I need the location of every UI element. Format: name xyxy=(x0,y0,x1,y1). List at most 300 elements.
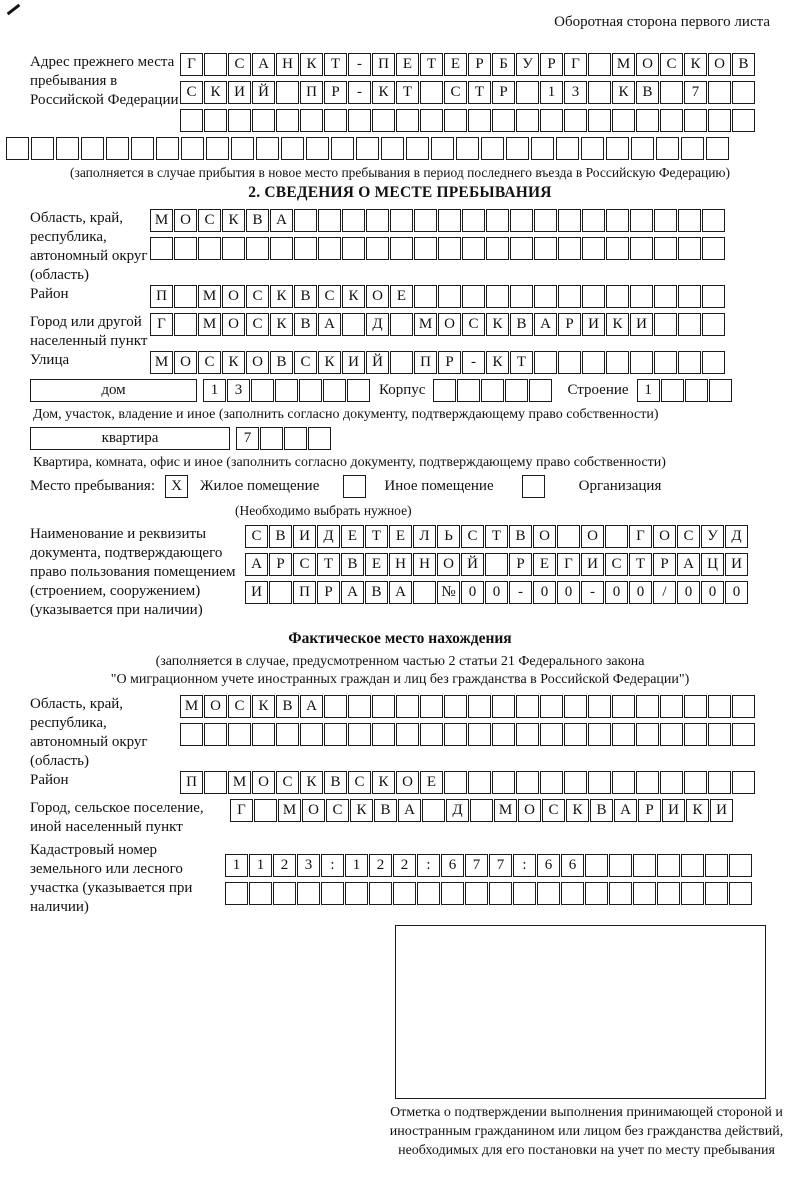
char-cell[interactable]: О xyxy=(437,553,460,576)
char-cell[interactable]: О xyxy=(533,525,556,548)
char-cell[interactable]: 0 xyxy=(605,581,628,604)
char-cell[interactable] xyxy=(681,882,704,905)
char-cell[interactable] xyxy=(438,209,461,232)
char-cell[interactable] xyxy=(204,109,227,132)
char-cell[interactable]: О xyxy=(636,53,659,76)
char-cell[interactable]: Р xyxy=(324,81,347,104)
char-cell[interactable] xyxy=(561,882,584,905)
char-cell[interactable]: М xyxy=(180,695,203,718)
char-cell[interactable]: К xyxy=(686,799,709,822)
char-cell[interactable]: С xyxy=(276,771,299,794)
char-cell[interactable] xyxy=(656,137,679,160)
char-cell[interactable]: И xyxy=(342,351,365,374)
char-cell[interactable] xyxy=(294,209,317,232)
char-cell[interactable] xyxy=(636,771,659,794)
char-cell[interactable] xyxy=(606,351,629,374)
char-cell[interactable]: Р xyxy=(468,53,491,76)
char-cell[interactable]: К xyxy=(300,771,323,794)
char-cell[interactable] xyxy=(180,109,203,132)
char-cell[interactable] xyxy=(516,81,539,104)
char-cell[interactable] xyxy=(431,137,454,160)
char-cell[interactable] xyxy=(537,882,560,905)
char-cell[interactable] xyxy=(206,137,229,160)
char-cell[interactable]: Е xyxy=(390,285,413,308)
char-cell[interactable] xyxy=(660,81,683,104)
char-cell[interactable] xyxy=(457,379,480,402)
char-cell[interactable] xyxy=(558,285,581,308)
char-cell[interactable]: О xyxy=(396,771,419,794)
char-cell[interactable]: О xyxy=(581,525,604,548)
char-cell[interactable] xyxy=(306,137,329,160)
char-cell[interactable] xyxy=(348,109,371,132)
char-cell[interactable] xyxy=(540,109,563,132)
organization-checkbox[interactable] xyxy=(522,475,545,498)
char-cell[interactable] xyxy=(342,209,365,232)
char-cell[interactable] xyxy=(702,351,725,374)
char-cell[interactable] xyxy=(462,285,485,308)
char-cell[interactable]: - xyxy=(462,351,485,374)
char-cell[interactable] xyxy=(433,379,456,402)
char-cell[interactable] xyxy=(281,137,304,160)
char-cell[interactable]: 1 xyxy=(345,854,368,877)
char-cell[interactable] xyxy=(56,137,79,160)
char-cell[interactable] xyxy=(297,882,320,905)
char-cell[interactable]: С xyxy=(246,313,269,336)
char-cell[interactable] xyxy=(342,237,365,260)
char-cell[interactable] xyxy=(156,137,179,160)
char-cell[interactable] xyxy=(510,237,533,260)
char-cell[interactable] xyxy=(732,109,755,132)
char-cell[interactable]: К xyxy=(204,81,227,104)
char-cell[interactable]: А xyxy=(270,209,293,232)
char-cell[interactable]: К xyxy=(566,799,589,822)
char-cell[interactable] xyxy=(420,695,443,718)
char-cell[interactable]: А xyxy=(252,53,275,76)
char-cell[interactable]: Е xyxy=(341,525,364,548)
char-cell[interactable]: Т xyxy=(324,53,347,76)
char-cell[interactable]: К xyxy=(342,285,365,308)
char-cell[interactable] xyxy=(468,771,491,794)
char-cell[interactable] xyxy=(106,137,129,160)
char-cell[interactable] xyxy=(347,379,370,402)
char-cell[interactable]: У xyxy=(701,525,724,548)
char-cell[interactable] xyxy=(275,379,298,402)
char-cell[interactable] xyxy=(381,137,404,160)
char-cell[interactable] xyxy=(732,771,755,794)
char-cell[interactable] xyxy=(251,379,274,402)
char-cell[interactable]: 0 xyxy=(557,581,580,604)
char-cell[interactable]: Т xyxy=(317,553,340,576)
char-cell[interactable]: - xyxy=(509,581,532,604)
char-cell[interactable] xyxy=(732,81,755,104)
char-cell[interactable]: К xyxy=(486,351,509,374)
char-cell[interactable]: В xyxy=(270,351,293,374)
char-cell[interactable] xyxy=(228,723,251,746)
char-cell[interactable]: Р xyxy=(653,553,676,576)
char-cell[interactable]: 0 xyxy=(701,581,724,604)
char-cell[interactable]: Г xyxy=(230,799,253,822)
char-cell[interactable]: С xyxy=(444,81,467,104)
char-cell[interactable]: С xyxy=(246,285,269,308)
char-cell[interactable] xyxy=(612,771,635,794)
char-cell[interactable] xyxy=(581,137,604,160)
char-cell[interactable] xyxy=(705,854,728,877)
char-cell[interactable]: Т xyxy=(629,553,652,576)
char-cell[interactable] xyxy=(174,237,197,260)
char-cell[interactable]: О xyxy=(174,209,197,232)
char-cell[interactable] xyxy=(222,237,245,260)
char-cell[interactable]: Т xyxy=(485,525,508,548)
char-cell[interactable] xyxy=(654,237,677,260)
char-cell[interactable] xyxy=(630,209,653,232)
char-cell[interactable]: А xyxy=(341,581,364,604)
char-cell[interactable]: П xyxy=(180,771,203,794)
char-cell[interactable]: П xyxy=(150,285,173,308)
char-cell[interactable] xyxy=(252,109,275,132)
char-cell[interactable] xyxy=(636,109,659,132)
char-cell[interactable] xyxy=(702,209,725,232)
char-cell[interactable] xyxy=(564,723,587,746)
char-cell[interactable]: С xyxy=(462,313,485,336)
char-cell[interactable]: М xyxy=(228,771,251,794)
char-cell[interactable]: И xyxy=(293,525,316,548)
char-cell[interactable]: В xyxy=(294,285,317,308)
char-cell[interactable]: № xyxy=(437,581,460,604)
char-cell[interactable]: Й xyxy=(366,351,389,374)
char-cell[interactable] xyxy=(372,695,395,718)
char-cell[interactable]: В xyxy=(365,581,388,604)
char-cell[interactable]: О xyxy=(302,799,325,822)
char-cell[interactable]: С xyxy=(605,553,628,576)
char-cell[interactable]: И xyxy=(581,553,604,576)
char-cell[interactable] xyxy=(556,137,579,160)
char-cell[interactable] xyxy=(492,771,515,794)
char-cell[interactable]: С xyxy=(542,799,565,822)
char-cell[interactable]: Ц xyxy=(701,553,724,576)
char-cell[interactable]: А xyxy=(398,799,421,822)
char-cell[interactable]: Г xyxy=(564,53,587,76)
char-cell[interactable]: С xyxy=(228,695,251,718)
char-cell[interactable] xyxy=(231,137,254,160)
char-cell[interactable] xyxy=(678,285,701,308)
char-cell[interactable] xyxy=(468,723,491,746)
char-cell[interactable] xyxy=(228,109,251,132)
char-cell[interactable] xyxy=(444,771,467,794)
char-cell[interactable] xyxy=(492,109,515,132)
char-cell[interactable]: К xyxy=(372,81,395,104)
char-cell[interactable]: О xyxy=(708,53,731,76)
char-cell[interactable]: С xyxy=(294,351,317,374)
char-cell[interactable]: : xyxy=(321,854,344,877)
char-cell[interactable]: / xyxy=(653,581,676,604)
char-cell[interactable] xyxy=(606,237,629,260)
char-cell[interactable] xyxy=(708,723,731,746)
char-cell[interactable] xyxy=(324,695,347,718)
char-cell[interactable]: 1 xyxy=(249,854,272,877)
char-cell[interactable] xyxy=(633,882,656,905)
char-cell[interactable]: 0 xyxy=(461,581,484,604)
char-cell[interactable] xyxy=(150,237,173,260)
char-cell[interactable]: Р xyxy=(638,799,661,822)
char-cell[interactable] xyxy=(492,723,515,746)
char-cell[interactable]: П xyxy=(300,81,323,104)
char-cell[interactable]: 6 xyxy=(537,854,560,877)
char-cell[interactable]: 1 xyxy=(203,379,226,402)
char-cell[interactable] xyxy=(630,285,653,308)
residential-checkbox[interactable]: X xyxy=(165,475,188,498)
char-cell[interactable] xyxy=(636,695,659,718)
char-cell[interactable]: Н xyxy=(389,553,412,576)
char-cell[interactable] xyxy=(657,882,680,905)
char-cell[interactable] xyxy=(557,525,580,548)
char-cell[interactable] xyxy=(481,137,504,160)
char-cell[interactable] xyxy=(225,882,248,905)
char-cell[interactable]: М xyxy=(150,209,173,232)
char-cell[interactable] xyxy=(612,695,635,718)
char-cell[interactable] xyxy=(181,137,204,160)
char-cell[interactable]: К xyxy=(222,351,245,374)
char-cell[interactable] xyxy=(249,882,272,905)
char-cell[interactable] xyxy=(372,109,395,132)
char-cell[interactable] xyxy=(276,109,299,132)
char-cell[interactable] xyxy=(606,285,629,308)
char-cell[interactable]: С xyxy=(228,53,251,76)
char-cell[interactable]: Е xyxy=(533,553,556,576)
char-cell[interactable]: А xyxy=(318,313,341,336)
char-cell[interactable]: К xyxy=(270,285,293,308)
char-cell[interactable] xyxy=(558,209,581,232)
char-cell[interactable] xyxy=(729,854,752,877)
char-cell[interactable] xyxy=(558,351,581,374)
char-cell[interactable] xyxy=(588,723,611,746)
char-cell[interactable]: 3 xyxy=(564,81,587,104)
char-cell[interactable]: С xyxy=(326,799,349,822)
char-cell[interactable]: С xyxy=(348,771,371,794)
char-cell[interactable]: С xyxy=(677,525,700,548)
char-cell[interactable]: 7 xyxy=(465,854,488,877)
char-cell[interactable]: М xyxy=(198,285,221,308)
char-cell[interactable] xyxy=(630,351,653,374)
char-cell[interactable] xyxy=(414,285,437,308)
char-cell[interactable] xyxy=(534,351,557,374)
char-cell[interactable] xyxy=(324,109,347,132)
char-cell[interactable]: Р xyxy=(540,53,563,76)
char-cell[interactable] xyxy=(534,285,557,308)
char-cell[interactable] xyxy=(81,137,104,160)
char-cell[interactable] xyxy=(729,882,752,905)
char-cell[interactable] xyxy=(510,285,533,308)
char-cell[interactable]: К xyxy=(372,771,395,794)
char-cell[interactable]: 1 xyxy=(637,379,660,402)
char-cell[interactable] xyxy=(540,723,563,746)
char-cell[interactable] xyxy=(31,137,54,160)
char-cell[interactable]: К xyxy=(252,695,275,718)
char-cell[interactable] xyxy=(345,882,368,905)
char-cell[interactable] xyxy=(588,695,611,718)
char-cell[interactable] xyxy=(331,137,354,160)
char-cell[interactable] xyxy=(417,882,440,905)
char-cell[interactable]: Б xyxy=(492,53,515,76)
char-cell[interactable] xyxy=(462,237,485,260)
char-cell[interactable]: Р xyxy=(509,553,532,576)
char-cell[interactable]: О xyxy=(246,351,269,374)
char-cell[interactable] xyxy=(348,723,371,746)
char-cell[interactable] xyxy=(294,237,317,260)
char-cell[interactable]: 2 xyxy=(273,854,296,877)
char-cell[interactable]: С xyxy=(318,285,341,308)
char-cell[interactable] xyxy=(462,209,485,232)
char-cell[interactable] xyxy=(414,209,437,232)
char-cell[interactable] xyxy=(702,237,725,260)
char-cell[interactable]: В xyxy=(341,553,364,576)
char-cell[interactable]: О xyxy=(222,285,245,308)
char-cell[interactable]: - xyxy=(348,53,371,76)
char-cell[interactable] xyxy=(531,137,554,160)
char-cell[interactable] xyxy=(708,81,731,104)
char-cell[interactable]: Д xyxy=(725,525,748,548)
char-cell[interactable] xyxy=(465,882,488,905)
char-cell[interactable] xyxy=(660,771,683,794)
char-cell[interactable] xyxy=(588,771,611,794)
char-cell[interactable] xyxy=(612,109,635,132)
char-cell[interactable]: 0 xyxy=(629,581,652,604)
char-cell[interactable] xyxy=(516,723,539,746)
char-cell[interactable] xyxy=(654,285,677,308)
char-cell[interactable]: 1 xyxy=(225,854,248,877)
char-cell[interactable]: К xyxy=(222,209,245,232)
char-cell[interactable] xyxy=(582,285,605,308)
char-cell[interactable] xyxy=(702,285,725,308)
char-cell[interactable]: С xyxy=(293,553,316,576)
char-cell[interactable] xyxy=(660,723,683,746)
char-cell[interactable]: С xyxy=(198,351,221,374)
char-cell[interactable]: О xyxy=(252,771,275,794)
char-cell[interactable] xyxy=(269,581,292,604)
char-cell[interactable]: 3 xyxy=(227,379,250,402)
char-cell[interactable] xyxy=(321,882,344,905)
char-cell[interactable]: И xyxy=(228,81,251,104)
char-cell[interactable] xyxy=(356,137,379,160)
char-cell[interactable] xyxy=(636,723,659,746)
char-cell[interactable] xyxy=(585,882,608,905)
char-cell[interactable]: : xyxy=(513,854,536,877)
char-cell[interactable]: Т xyxy=(420,53,443,76)
char-cell[interactable]: О xyxy=(518,799,541,822)
char-cell[interactable] xyxy=(684,723,707,746)
char-cell[interactable]: 7 xyxy=(684,81,707,104)
char-cell[interactable] xyxy=(470,799,493,822)
char-cell[interactable]: Д xyxy=(317,525,340,548)
char-cell[interactable] xyxy=(300,723,323,746)
char-cell[interactable]: Е xyxy=(420,771,443,794)
char-cell[interactable] xyxy=(516,771,539,794)
char-cell[interactable] xyxy=(366,237,389,260)
char-cell[interactable] xyxy=(678,351,701,374)
char-cell[interactable] xyxy=(709,379,732,402)
char-cell[interactable] xyxy=(702,313,725,336)
char-cell[interactable] xyxy=(256,137,279,160)
char-cell[interactable] xyxy=(633,854,656,877)
char-cell[interactable]: 0 xyxy=(485,581,508,604)
char-cell[interactable] xyxy=(174,285,197,308)
char-cell[interactable] xyxy=(564,695,587,718)
char-cell[interactable] xyxy=(204,723,227,746)
char-cell[interactable] xyxy=(492,695,515,718)
char-cell[interactable]: К xyxy=(350,799,373,822)
char-cell[interactable]: 0 xyxy=(725,581,748,604)
char-cell[interactable]: Д xyxy=(446,799,469,822)
char-cell[interactable]: 0 xyxy=(677,581,700,604)
char-cell[interactable] xyxy=(420,723,443,746)
char-cell[interactable]: В xyxy=(374,799,397,822)
char-cell[interactable] xyxy=(513,882,536,905)
char-cell[interactable]: - xyxy=(581,581,604,604)
char-cell[interactable] xyxy=(510,209,533,232)
char-cell[interactable]: К xyxy=(300,53,323,76)
char-cell[interactable]: Ь xyxy=(437,525,460,548)
char-cell[interactable]: А xyxy=(534,313,557,336)
char-cell[interactable] xyxy=(582,351,605,374)
char-cell[interactable] xyxy=(318,209,341,232)
char-cell[interactable] xyxy=(605,525,628,548)
char-cell[interactable]: Г xyxy=(557,553,580,576)
char-cell[interactable] xyxy=(390,237,413,260)
char-cell[interactable]: Т xyxy=(396,81,419,104)
char-cell[interactable] xyxy=(390,313,413,336)
char-cell[interactable] xyxy=(486,209,509,232)
char-cell[interactable] xyxy=(585,854,608,877)
char-cell[interactable] xyxy=(366,209,389,232)
char-cell[interactable]: С xyxy=(660,53,683,76)
char-cell[interactable] xyxy=(678,209,701,232)
char-cell[interactable]: С xyxy=(245,525,268,548)
char-cell[interactable] xyxy=(300,109,323,132)
char-cell[interactable]: А xyxy=(614,799,637,822)
char-cell[interactable]: 6 xyxy=(441,854,464,877)
char-cell[interactable]: К xyxy=(684,53,707,76)
char-cell[interactable] xyxy=(506,137,529,160)
char-cell[interactable]: Л xyxy=(413,525,436,548)
char-cell[interactable] xyxy=(489,882,512,905)
char-cell[interactable] xyxy=(372,723,395,746)
char-cell[interactable] xyxy=(684,771,707,794)
char-cell[interactable] xyxy=(456,137,479,160)
char-cell[interactable]: Д xyxy=(366,313,389,336)
other-premises-checkbox[interactable] xyxy=(343,475,366,498)
char-cell[interactable] xyxy=(684,695,707,718)
char-cell[interactable] xyxy=(413,581,436,604)
char-cell[interactable]: П xyxy=(293,581,316,604)
char-cell[interactable]: Р xyxy=(492,81,515,104)
char-cell[interactable]: А xyxy=(300,695,323,718)
char-cell[interactable] xyxy=(369,882,392,905)
char-cell[interactable] xyxy=(348,695,371,718)
char-cell[interactable] xyxy=(540,771,563,794)
char-cell[interactable]: О xyxy=(653,525,676,548)
char-cell[interactable]: В xyxy=(276,695,299,718)
char-cell[interactable]: И xyxy=(725,553,748,576)
char-cell[interactable] xyxy=(505,379,528,402)
char-cell[interactable] xyxy=(606,137,629,160)
char-cell[interactable] xyxy=(174,313,197,336)
char-cell[interactable] xyxy=(246,237,269,260)
char-cell[interactable]: В xyxy=(510,313,533,336)
char-cell[interactable] xyxy=(558,237,581,260)
char-cell[interactable]: Г xyxy=(629,525,652,548)
char-cell[interactable] xyxy=(481,379,504,402)
char-cell[interactable]: И xyxy=(710,799,733,822)
char-cell[interactable] xyxy=(660,695,683,718)
